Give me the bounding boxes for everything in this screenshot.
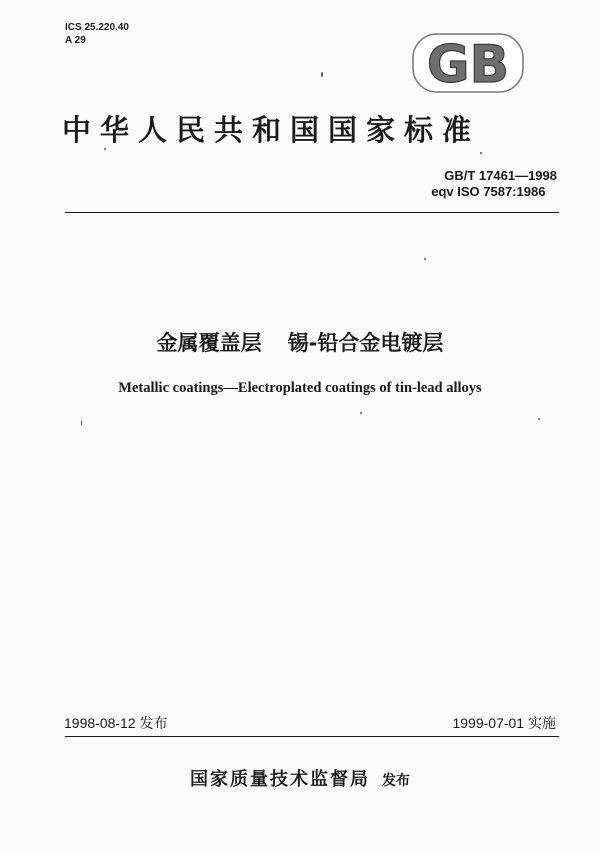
scan-speck: [81, 420, 82, 426]
publisher-verb: 发布: [382, 773, 410, 789]
scan-speck: [480, 152, 482, 154]
publisher-line: [0, 765, 600, 791]
issue-date: 1998-08-12 发布: [64, 715, 168, 731]
footer-divider: [65, 736, 559, 737]
publisher-name: 国家质量技术监督局: [190, 769, 370, 790]
header-divider: [65, 212, 559, 213]
classification-codes: [65, 21, 129, 47]
document-title-english: Metallic coatings—Electroplated coatings of tin-lead alloys: [118, 380, 482, 396]
ics-code: ICS 25.220.40: [65, 22, 129, 33]
document-title-cn-part1: 金属覆盖层: [156, 331, 262, 355]
scan-speck: [360, 412, 362, 414]
gb-logo-text: GB: [426, 35, 510, 93]
iso-equivalence: eqv ISO 7587:1986: [431, 184, 546, 199]
standard-code-block: [431, 168, 557, 200]
document-title-chinese: [0, 327, 600, 357]
document-title-cn-part2: 锡-铅合金电镀层: [287, 331, 444, 355]
standard-number: GB/T 17461—1998: [444, 168, 557, 183]
scan-speck: [321, 72, 323, 77]
ccs-code: A 29: [65, 35, 86, 46]
scan-speck: [104, 148, 106, 150]
gb-logo: [412, 33, 524, 93]
national-standard-title: 中华人民共和国国家标准: [62, 113, 481, 147]
effective-date: 1999-07-01 实施: [452, 715, 556, 731]
scan-speck: [424, 258, 426, 260]
scan-speck: [538, 418, 540, 420]
